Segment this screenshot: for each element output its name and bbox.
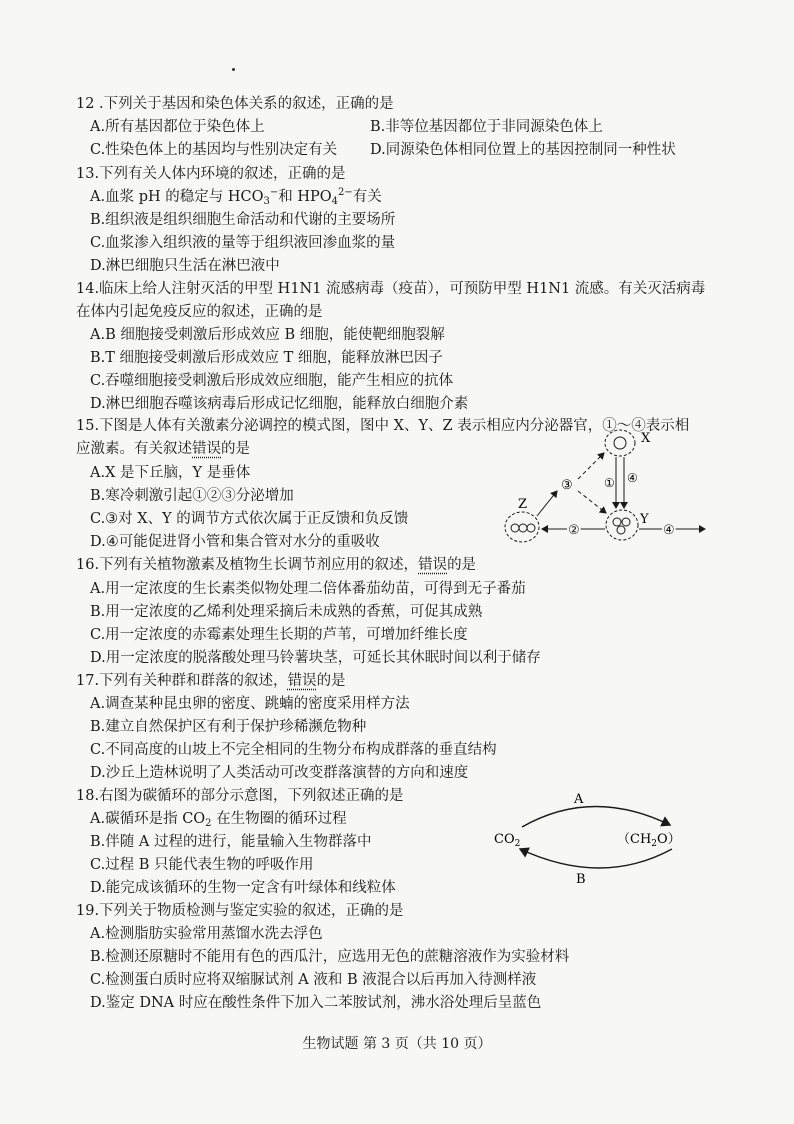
- label-y: Y: [640, 512, 649, 527]
- q18-option-c: C.过程 B 只能代表生物的呼吸作用: [90, 857, 314, 873]
- gland-x: [605, 430, 635, 456]
- gland-y-cell-1: [613, 518, 621, 526]
- q16-option-a: A.用一定浓度的生长素类似物处理二倍体番茄幼苗，可得到无子番茄: [90, 581, 526, 597]
- q17-option-a: A.调查某种昆虫卵的密度、跳蝻的密度采用样方法: [90, 696, 410, 712]
- label-hormone-2: ②: [568, 523, 580, 538]
- gland-z-cell-1: [511, 524, 519, 532]
- label-ch2o: $(CH_2O)$: [617, 832, 681, 849]
- q14-option-b: B.T 细胞接受刺激后形成效应 T 细胞，能释放淋巴因子: [90, 350, 443, 366]
- arrow-3-to-x: [578, 453, 604, 479]
- arrow-process-b: [520, 849, 672, 868]
- q12-stem: 12 .下列关于基因和染色体关系的叙述，正确的是: [76, 96, 394, 112]
- q13-option-d: D.淋巴细胞只生活在淋巴液中: [90, 258, 280, 274]
- q14-stem-line1: 14.临床上给人注射灭活的甲型 H1N1 流感病毒（疫苗），可预防甲型 H1N1 流感。有关灭活病毒: [76, 281, 706, 297]
- q15-option-b: B.寒冷刺激引起①②③分泌增加: [90, 488, 294, 504]
- q14-stem-line2: 在体内引起免疫反应的叙述，正确的是: [76, 304, 323, 320]
- q17-option-d: D.沙丘上造林说明了人类活动可改变群落演替的方向和速度: [90, 765, 469, 781]
- q16-stem: 16.下列有关植物激素及植物生长调节剂应用的叙述，错误的是: [76, 557, 477, 573]
- label-hormone-4: ④: [663, 523, 675, 538]
- gland-y-cell-3: [617, 526, 625, 534]
- gland-x-cell: [614, 437, 626, 449]
- q15-stem-line2: 应激素。有关叙述错误的是: [76, 441, 250, 457]
- label-hormone-4-top: ④: [627, 471, 638, 485]
- label-hormone-1: ①: [604, 476, 615, 490]
- scan-speck: [232, 68, 235, 71]
- arrow-process-a: [522, 806, 670, 827]
- label-hormone-3: ③: [561, 478, 573, 493]
- q16-option-c: C.用一定浓度的赤霉素处理生长期的芦苇，可增加纤维长度: [90, 627, 468, 643]
- q19-option-d: D.鉴定 DNA 时应在酸性条件下加入二苯胺试剂，沸水浴处理后呈蓝色: [90, 995, 542, 1011]
- q18-option-b: B.伴随 A 过程的进行，能量输入生物群落中: [90, 834, 372, 850]
- q17-stem: 17.下列有关种群和群落的叙述，错误的是: [76, 673, 346, 689]
- q12-option-b: B.非等位基因都位于非同源染色体上: [370, 119, 603, 135]
- q16-option-b: B.用一定浓度的乙烯利处理采摘后未成熟的香蕉，可促其成熟: [90, 604, 483, 620]
- label-process-a: A: [574, 792, 584, 807]
- gland-z-cell-2: [519, 524, 527, 532]
- label-z: Z: [518, 497, 528, 512]
- arrow-z-to-3: [537, 491, 557, 516]
- q14-option-d: D.淋巴细胞吞噬该病毒后形成记忆细胞，能释放白细胞介素: [90, 396, 469, 412]
- q15-option-c: C.③对 X、Y 的调节方式依次属于正反馈和负反馈: [90, 511, 409, 527]
- q15-stem-line1: 15.下图是人体有关激素分泌调控的模式图，图中 X、Y、Z 表示相应内分泌器官，①～④表示相: [76, 418, 690, 434]
- q14-option-a: A.B 细胞接受刺激后形成效应 B 细胞，能使靶细胞裂解: [90, 327, 445, 343]
- arrow-3-to-y: [578, 491, 606, 513]
- q13-option-c: C.血浆渗入组织液的量等于组织液回渗血浆的量: [90, 235, 396, 251]
- q13-stem: 13.下列有关人体内环境的叙述，正确的是: [76, 166, 346, 182]
- q18-carbon-cycle-diagram: [492, 787, 717, 887]
- q12-option-c: C.性染色体上的基因均与性别决定有关: [90, 142, 338, 158]
- page-footer: 生物试题 第 3 页（共 10 页）: [302, 1036, 492, 1052]
- q19-option-b: B.检测还原糖时不能用有色的西瓜汁，应选用无色的蔗糖溶液作为实验材料: [90, 949, 570, 965]
- q15-option-d: D.④可能促进肾小管和集合管对水分的重吸收: [90, 534, 380, 550]
- q18-option-a: A.碳循环是指 $CO_2$ 在生物圈的循环过程: [90, 811, 347, 829]
- q19-option-c: C.检测蛋白质时应将双缩脲试剂 A 液和 B 液混合以后再加入待测样液: [90, 972, 537, 988]
- q15-option-a: A.X 是下丘脑，Y 是垂体: [90, 465, 251, 481]
- gland-y: [606, 510, 638, 540]
- label-x: X: [641, 431, 651, 446]
- q12-option-d: D.同源染色体相同位置上的基因控制同一种性状: [370, 142, 676, 158]
- q18-option-d: D.能完成该循环的生物一定含有叶绿体和线粒体: [90, 880, 396, 896]
- label-co2: $CO_2$: [494, 832, 521, 849]
- q13-option-b: B.组织液是组织细胞生命活动和代谢的主要场所: [90, 212, 396, 228]
- q16-option-d: D.用一定浓度的脱落酸处理马铃薯块茎，可延长其休眠时间以利于储存: [90, 650, 541, 666]
- gland-y-cell-2: [622, 518, 630, 526]
- q13-option-a: A.血浆 pH 的稳定与 $HCO_3^-$和 $HPO_4^{2-}$有关: [90, 187, 382, 207]
- q18-stem: 18.右图为碳循环的部分示意图，下列叙述正确的是: [76, 788, 404, 804]
- gland-z: [505, 512, 539, 542]
- q17-option-c: C.不同高度的山坡上不完全相同的生物分布构成群落的垂直结构: [90, 742, 497, 758]
- gland-z-cell-3: [527, 524, 535, 532]
- q19-option-a: A.检测脂肪实验常用蒸馏水洗去浮色: [90, 926, 323, 942]
- q15-hormone-diagram: [500, 425, 710, 550]
- q19-stem: 19.下列关于物质检测与鉴定实验的叙述，正确的是: [76, 903, 404, 919]
- q12-option-a: A.所有基因都位于染色体上: [90, 119, 265, 135]
- q14-option-c: C.吞噬细胞接受刺激后形成效应细胞，能产生相应的抗体: [90, 373, 454, 389]
- q17-option-b: B.建立自然保护区有利于保护珍稀濒危物种: [90, 719, 367, 735]
- label-process-b: B: [576, 872, 586, 887]
